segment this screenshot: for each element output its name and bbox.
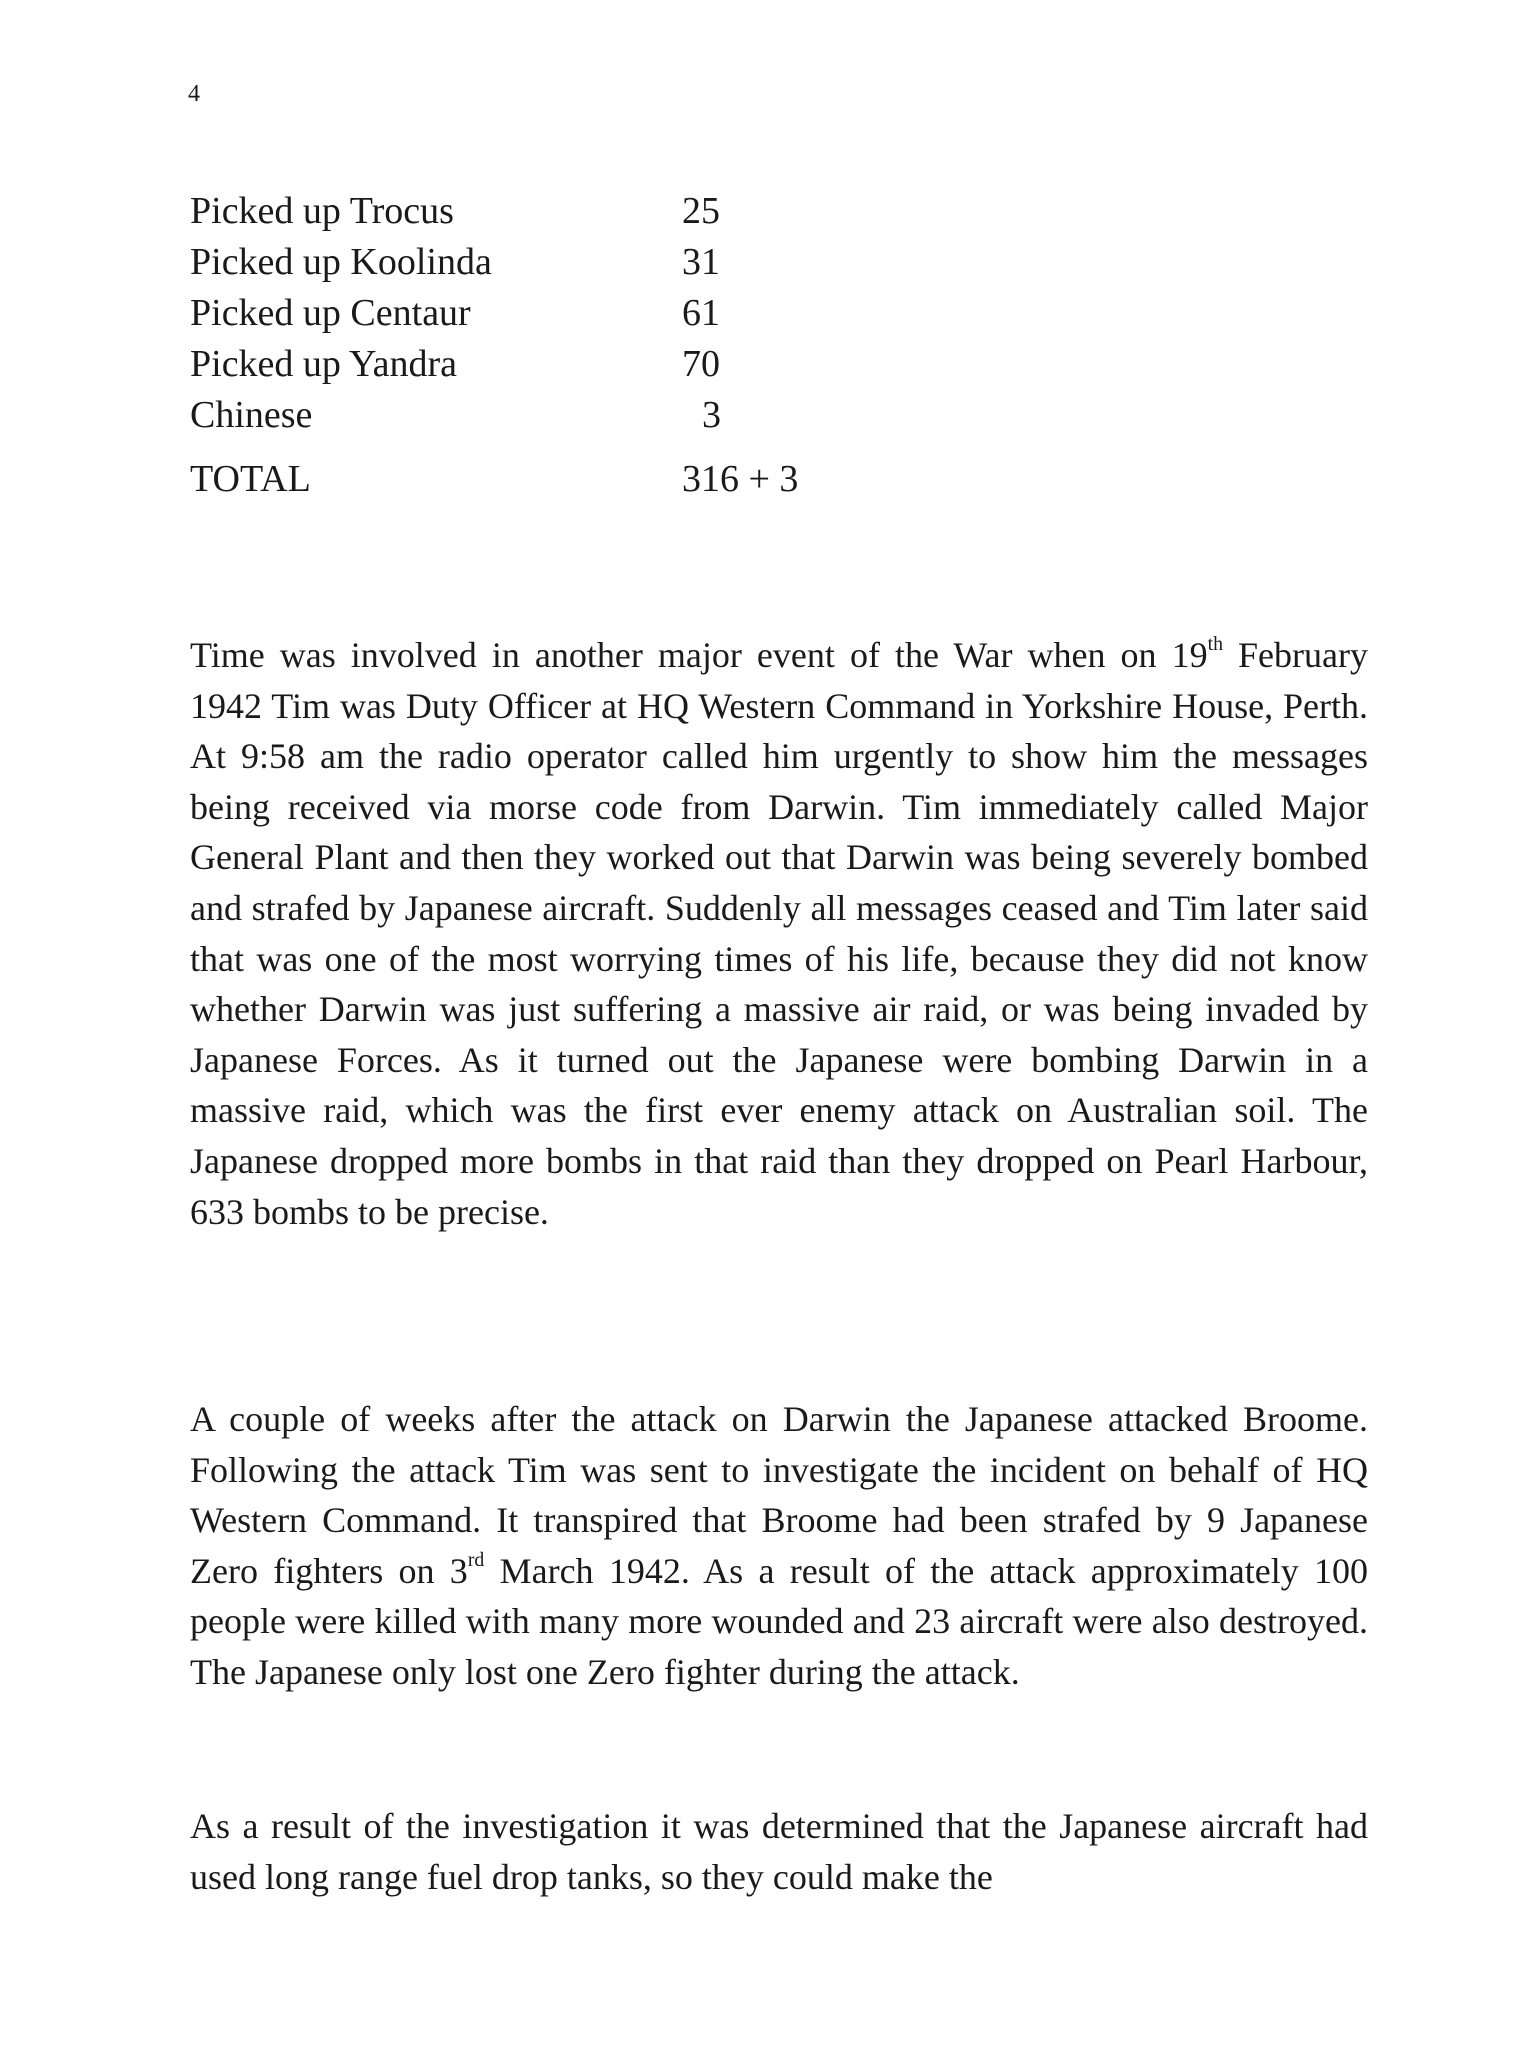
- paragraph-broome-attack: [190, 1394, 1368, 1698]
- tally-row-label: Picked up Centaur: [190, 292, 471, 334]
- tally-total-value: 316 + 3: [682, 458, 799, 500]
- paragraph-darwin-raid: [190, 630, 1368, 1237]
- paragraph-investigation: [190, 1801, 1368, 1902]
- paragraph-text: As a result of the investigation it was determined that the Japanese aircraft had used long range fuel drop tanks, so they could make the: [190, 1806, 1368, 1897]
- tally-row-value: 70: [682, 343, 720, 385]
- paragraph-text: March 1942. As a result of the attack approximately 100 people were killed with many more wounded and 23 aircraft were also destroyed. The Japanese only lost one Zero fighter during the attack.: [190, 1550, 1368, 1692]
- tally-row-value: 61: [682, 292, 720, 334]
- ordinal-suffix: th: [1207, 633, 1223, 656]
- paragraph-text: Time was involved in another major event of the War when on 19: [190, 635, 1208, 675]
- tally-row-label: Picked up Yandra: [190, 343, 458, 385]
- tally-row-value: 25: [682, 190, 720, 232]
- ordinal-suffix: rd: [467, 1548, 485, 1571]
- page-number: 4: [188, 81, 200, 107]
- tally-total-label: TOTAL: [190, 458, 311, 500]
- tally-row-label: Picked up Koolinda: [190, 241, 492, 283]
- tally-row-label: Chinese: [190, 394, 313, 436]
- paragraph-text: A couple of weeks after the attack on Darwin the Japanese attacked Broome. Following the attack Tim was sent to investigate the incident on behalf of HQ Western Command. It transpired that Broome had been strafed by 9 Japanese Zero fighters on 3: [190, 1399, 1368, 1591]
- paragraph-text: February 1942 Tim was Duty Officer at HQ Western Command in Yorkshire House, Perth. At 9:58 am the radio operator called him urgently to show him the messages being received via morse code from Darwin. Tim immediately called Major General Plant and then they worked out that Darwin was being severely bombed and strafed by Japanese aircraft. Suddenly all messages ceased and Tim later said that was one of the most worrying times of his life, because they did not know whether Darwin was just suffering a massive air raid, or was being invaded by Japanese Forces. As it turned out the Japanese were bombing Darwin in a massive raid, which was the first ever enemy attack on Australian soil. The Japanese dropped more bombs in that raid than they dropped on Pearl Harbour, 633 bombs to be precise.: [190, 635, 1368, 1232]
- tally-row-value: 3: [702, 394, 721, 436]
- tally-row-label: Picked up Trocus: [190, 190, 454, 232]
- tally-row-value: 31: [682, 241, 720, 283]
